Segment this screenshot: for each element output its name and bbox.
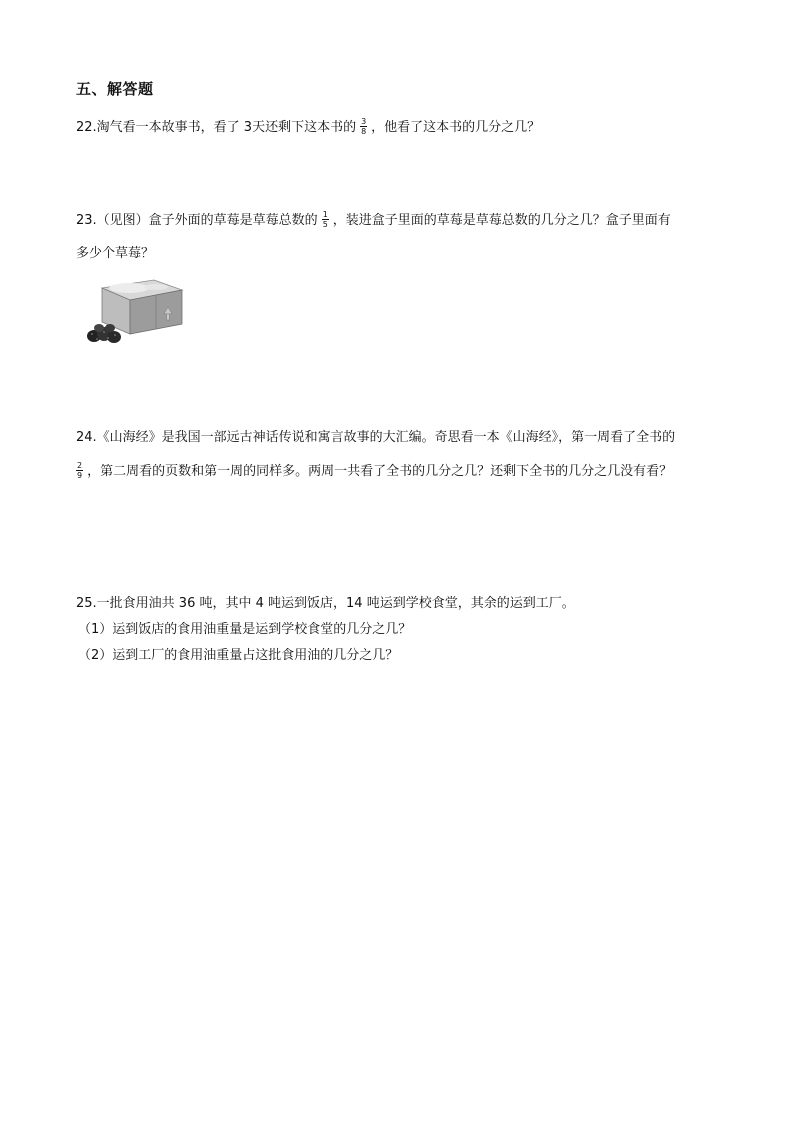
fraction-numerator: 1 [322,210,328,219]
fraction-numerator: 3 [361,117,367,126]
question-24-line-1: 24.《山海经》是我国一部远古神话传说和寓言故事的大汇编。奇思看一本《山海经》，第一周看了全书的 [76,430,676,445]
fraction-denominator: 9 [77,471,83,480]
question-22-text-after: ，他看了这本书的几分之几？ [371,120,541,135]
question-22-fraction [360,117,367,136]
question-23-fraction [322,210,329,229]
question-24-fraction [76,461,83,480]
question-23-text-before: 23.（见图）盒子外面的草莓是草莓总数的 [76,213,318,228]
question-25-part-2: （2）运到工厂的食用油重量占这批食用油的几分之几？ [78,648,399,663]
question-23-line-2: 多少个草莓？ [76,246,155,261]
fraction-numerator: 2 [77,461,83,470]
fraction-denominator: 8 [361,127,367,136]
fraction-denominator: 5 [322,220,328,229]
question-25-part-1: （1）运到饭店的食用油重量是运到学校食堂的几分之几？ [78,622,412,637]
question-23-text-after: ，装进盒子里面的草莓是草莓总数的几分之几？盒子里面有 [332,213,671,228]
question-22 [76,118,540,138]
question-22-text-before: 22.淘气看一本故事书，看了 3天还剩下这本书的 [76,120,357,135]
section-title: 五、解答题 [76,80,154,98]
question-23 [76,211,671,231]
strawberry-box-illustration [84,276,184,346]
question-25-intro: 25.一批食用油共 36 吨，其中 4 吨运到饭店，14 吨运到学校食堂，其余的运到工厂。 [76,596,575,611]
question-24-line-2 [76,462,672,482]
question-24-text-after: ，第二周看的页数和第一周的同样多。两周一共看了全书的几分之几？还剩下全书的几分之几没有看？ [87,464,673,479]
